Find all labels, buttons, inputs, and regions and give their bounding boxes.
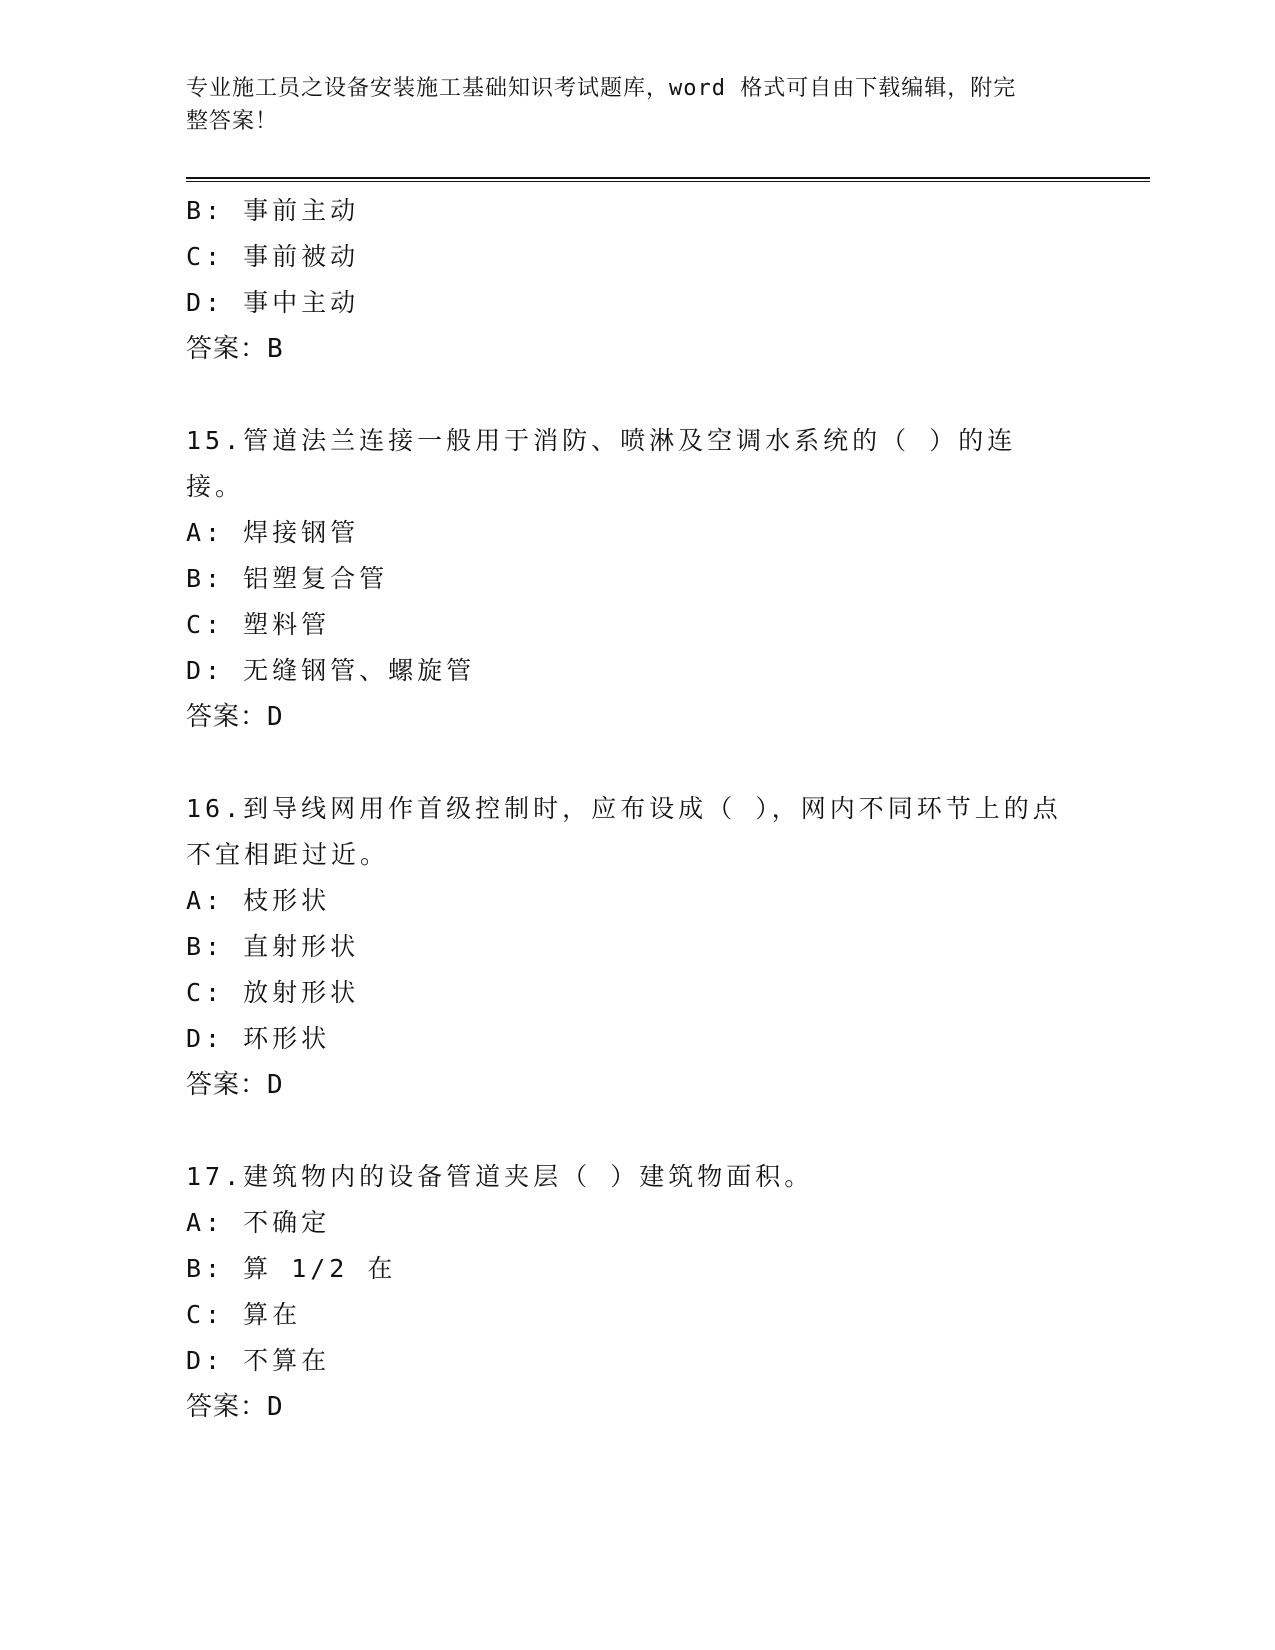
spacer: [186, 740, 1086, 786]
question-stem-line-2: 不宜相距过近。: [186, 840, 390, 869]
option-a: A: 枝形状: [186, 886, 331, 915]
question-17: [186, 1154, 1086, 1430]
answer-line: 答案：D: [186, 702, 284, 732]
spacer: [186, 372, 1086, 418]
question-16: [186, 786, 1086, 1108]
option-a: A: 不确定: [186, 1208, 331, 1237]
option-b: B: 事前主动: [186, 196, 360, 225]
option-c: C: 事前被动: [186, 242, 360, 271]
option-d: D: 事中主动: [186, 288, 360, 317]
question-stem: 17.建筑物内的设备管道夹层（ ）建筑物面积。: [186, 1162, 814, 1191]
header-line-2: 整答案！: [186, 109, 279, 134]
question-content: [186, 188, 1086, 1430]
question-stem: 15.管道法兰连接一般用于消防、喷淋及空调水系统的（ ）的连接。: [186, 426, 1017, 501]
spacer: [186, 1108, 1086, 1154]
option-c: C: 放射形状: [186, 978, 360, 1007]
option-c: C: 塑料管: [186, 610, 331, 639]
option-d: D: 不算在: [186, 1346, 331, 1375]
answer-line: 答案：B: [186, 334, 284, 364]
option-d: D: 环形状: [186, 1024, 331, 1053]
question-15: [186, 418, 1086, 740]
answer-line: 答案：D: [186, 1392, 284, 1422]
option-b: B: 直射形状: [186, 932, 360, 961]
option-d: D: 无缝钢管、螺旋管: [186, 656, 476, 685]
answer-line: 答案：D: [186, 1070, 284, 1100]
header-divider-thin: [186, 181, 1150, 182]
header-line-1: 专业施工员之设备安装施工基础知识考试题库，word 格式可自由下载编辑，附完: [186, 76, 1017, 101]
question-stem-line-1: 16.到导线网用作首级控制时，应布设成（ ），网内不同环节上的点: [186, 794, 1062, 823]
carryover-question: [186, 188, 1086, 372]
option-a: A: 焊接钢管: [186, 518, 360, 547]
document-header: [186, 72, 1066, 138]
option-c: C: 算在: [186, 1300, 302, 1329]
header-divider-thick: [186, 177, 1150, 179]
option-b: B: 铝塑复合管: [186, 564, 389, 593]
option-b: B: 算 1/2 在: [186, 1254, 397, 1283]
